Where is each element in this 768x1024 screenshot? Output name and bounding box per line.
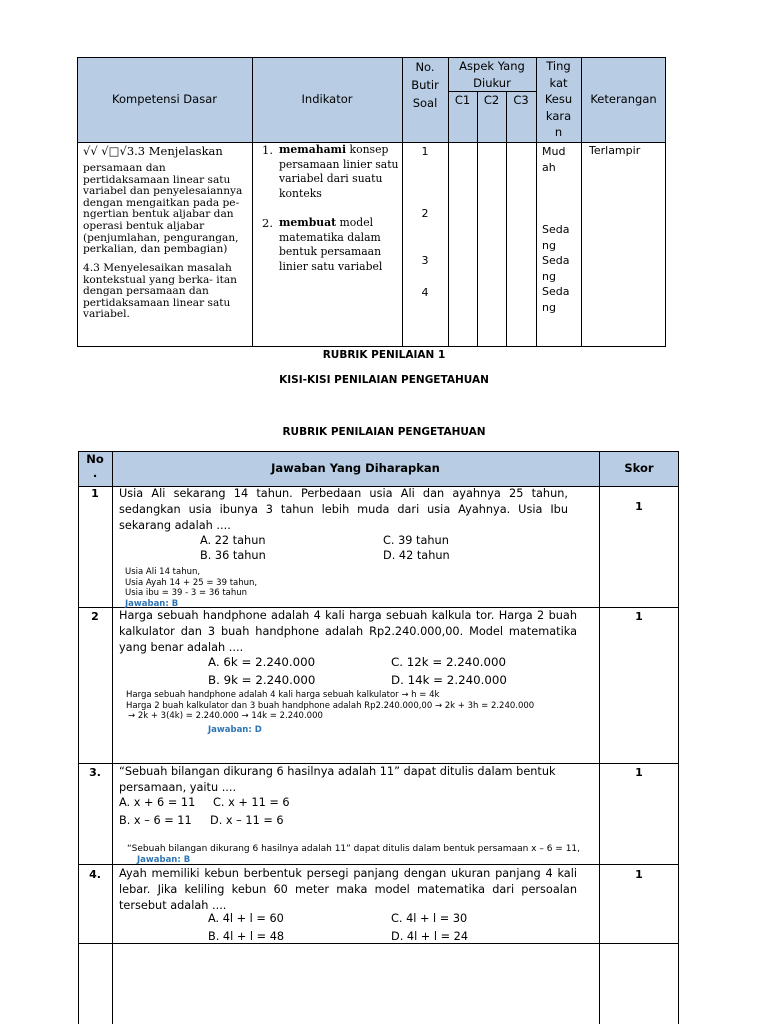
header-kompetensi-dasar: Kompetensi Dasar — [112, 92, 217, 106]
q1-question: Usia Ali sekarang 14 tahun. Perbedaan usia Ali dan ayahnya 25 tahun, sedangkan usia ibunya 3 tahun lebih muda dari usia Ayahnya. Usia Ibu sekarang adalah .... — [119, 487, 568, 532]
q1-solution: Usia Ali 14 tahun, Usia Ayah 14 + 25 = 39 tahun, Usia ibu = 39 - 3 = 36 tahun Jawaban: B — [125, 567, 258, 609]
butir-4: 4 — [421, 286, 429, 299]
q2-question: Harga sebuah handphone adalah 4 kali harga sebuah kalkula tor. Harga 2 buah kalkulator dan 3 buah handphone adalah Rp2.240.000,00. Model matematika yang benar adalah .... — [119, 609, 577, 654]
q4-option-d: D. 4l + l = 24 — [391, 930, 469, 943]
kompetensi-dasar-3-3: √√ √□√3.3 Menjelaskan persamaan dan pertidaksamaan linear satu variabel dan penyelesaiannya dengan mengaitkan pada pe- ngertian bentuk aljabar dan operasi bentuk aljabar (penjumlahan, pengurangan, perkalian, dan pembagian) — [83, 144, 243, 256]
q1-option-a: A. 22 tahun — [200, 534, 266, 547]
kompetensi-dasar-4-3: 4.3 Menyelesaikan masalah kontekstual yang berka- itan dengan persamaan dan pertidaksamaan linear satu variabel. — [83, 262, 238, 321]
q4-skor: 1 — [635, 868, 643, 881]
q4-number: 4. — [89, 868, 101, 881]
tingkat-1: Mud ah — [542, 145, 566, 174]
q2-answer: Jawaban: D — [208, 724, 262, 735]
q1-number: 1 — [91, 487, 99, 500]
q2-solution: Harga sebuah handphone adalah 4 kali harga sebuah kalkulator → h = 4k Harga 2 buah kalkulator dan 3 buah handphone adalah Rp2.240.000,00 → 2k + 3h = 2.240.000 → 2k + 3(4k) = 2.240.000 → 14k = 2.240.000 Jawaban: D — [126, 690, 535, 735]
q3-option-c: C. x + 11 = 6 — [213, 796, 290, 809]
q3-option-d: D. x – 11 = 6 — [210, 814, 284, 827]
header-c1: C1 — [454, 93, 471, 107]
q3-option-b: B. x – 6 = 11 — [119, 814, 192, 827]
title-kisi-kisi: KISI-KISI PENILAIAN PENGETAHUAN — [279, 374, 489, 386]
q1-answer: Jawaban: B — [125, 598, 179, 609]
q1-option-b: B. 36 tahun — [200, 549, 266, 562]
header-no: No . — [86, 452, 104, 480]
q3-solution: “Sebuah bilangan dikurang 6 hasilnya adalah 11” dapat ditulis dalam bentuk persamaan x – 6 = 11, Jawaban: B — [127, 844, 581, 865]
header-c3: C3 — [513, 93, 529, 107]
q2-number: 2 — [91, 610, 99, 623]
butir-2: 2 — [421, 207, 429, 220]
q4-option-c: C. 4l + l = 30 — [391, 912, 468, 925]
q1-option-d: D. 42 tahun — [383, 549, 450, 562]
header-c2: C2 — [483, 93, 500, 107]
header-indikator: Indikator — [301, 92, 353, 106]
q1-option-c: C. 39 tahun — [383, 534, 449, 547]
q4-option-b: B. 4l + l = 48 — [208, 930, 285, 943]
header-no-butir: No. Butir Soal — [411, 60, 439, 110]
q2-option-d: D. 14k = 2.240.000 — [391, 673, 507, 687]
header-keterangan: Keterangan — [590, 92, 657, 106]
header-aspek: Aspek Yang Diukur — [459, 59, 525, 90]
header-jawaban: Jawaban Yang Diharapkan — [271, 461, 440, 475]
tingkat-2: Seda ng Seda ng Seda ng — [542, 223, 570, 314]
indikator-2: 2. membuat model matematika dalam bentuk persamaan linier satu variabel — [262, 216, 383, 273]
q2-skor: 1 — [635, 610, 643, 623]
q3-skor: 1 — [635, 766, 643, 779]
butir-3: 3 — [421, 254, 429, 267]
q1-skor: 1 — [635, 500, 643, 513]
q3-answer: Jawaban: B — [137, 854, 191, 865]
q2-option-a: A. 6k = 2.240.000 — [208, 655, 316, 669]
q4-question: Ayah memiliki kebun berbentuk persegi panjang dengan ukuran panjang 4 kali lebar. Jika keliling kebun 60 meter maka model matematika dari persoalan tersebut adalah .... — [119, 867, 577, 912]
header-tingkat-kesukaran: Ting kat Kesu kara n — [544, 59, 573, 139]
q3-option-a: A. x + 6 = 11 — [119, 796, 196, 809]
table2-border — [78, 451, 679, 1024]
title-rubrik-pengetahuan: RUBRIK PENILAIAN PENGETAHUAN — [282, 426, 486, 438]
header-skor: Skor — [624, 461, 654, 475]
q3-number: 3. — [89, 766, 101, 779]
keterangan-value: Terlampir — [589, 144, 641, 157]
title-rubrik-1: RUBRIK PENILAIAN 1 — [322, 349, 446, 361]
q3-question: “Sebuah bilangan dikurang 6 hasilnya adalah 11” dapat ditulis dalam bentuk persamaan, yaitu .... — [119, 765, 556, 794]
q2-option-b: B. 9k = 2.240.000 — [208, 673, 316, 687]
indikator-1: 1. memahami konsep persamaan linier satu variabel dari suatu konteks — [262, 143, 399, 200]
q2-option-c: C. 12k = 2.240.000 — [391, 655, 507, 669]
q4-option-a: A. 4l + l = 60 — [208, 912, 284, 925]
butir-1: 1 — [421, 145, 429, 158]
